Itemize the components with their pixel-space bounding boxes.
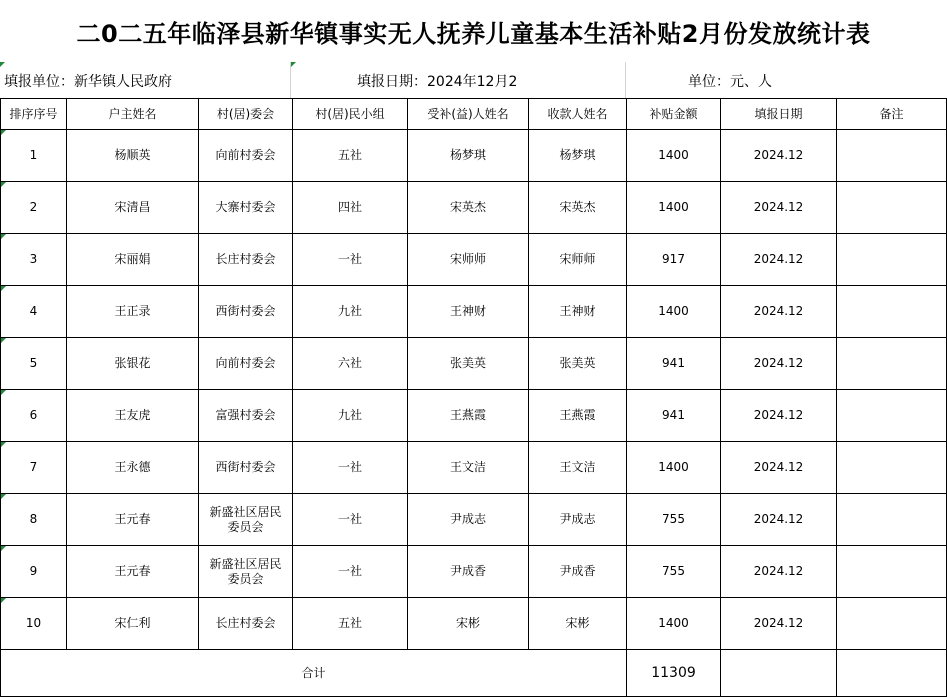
seq-cell[interactable]: [1, 130, 67, 182]
seq-value: 10: [25, 616, 42, 630]
seq-value: 9: [29, 564, 38, 578]
date-cell[interactable]: 2024.12: [721, 182, 837, 234]
head-name-cell[interactable]: 王正录: [67, 286, 199, 338]
amount-cell[interactable]: 941: [627, 390, 721, 442]
beneficiary-cell[interactable]: 张美英: [408, 338, 529, 390]
beneficiary-cell[interactable]: 尹成香: [408, 546, 529, 598]
table-row: [1, 442, 947, 494]
amount-cell[interactable]: 755: [627, 494, 721, 546]
cell-comment-marker: [1, 286, 6, 291]
cell-comment-marker: [1, 234, 6, 239]
group-cell[interactable]: 五社: [293, 130, 408, 182]
unit-measure-label: 单位：元、人: [688, 74, 772, 90]
village-cell[interactable]: 富强村委会: [199, 390, 293, 442]
beneficiary-cell[interactable]: 宋彬: [408, 598, 529, 650]
payee-cell[interactable]: 宋师师: [529, 234, 627, 286]
meta-row: [0, 62, 947, 98]
note-cell[interactable]: [837, 338, 947, 390]
table-row: [1, 286, 947, 338]
group-cell[interactable]: 五社: [293, 598, 408, 650]
seq-cell[interactable]: [1, 598, 67, 650]
payee-cell[interactable]: 王神财: [529, 286, 627, 338]
header-date[interactable]: 填报日期: [721, 99, 837, 130]
payee-cell[interactable]: 王文洁: [529, 442, 627, 494]
village-cell[interactable]: 新盛社区居民委员会: [199, 546, 293, 598]
total-label[interactable]: 合计: [1, 650, 627, 697]
table-row: [1, 598, 947, 650]
beneficiary-cell[interactable]: 王神财: [408, 286, 529, 338]
head-name-cell[interactable]: 王永德: [67, 442, 199, 494]
date-cell[interactable]: 2024.12: [721, 390, 837, 442]
payee-cell[interactable]: 宋彬: [529, 598, 627, 650]
cell-comment-marker: [1, 182, 6, 187]
payee-cell[interactable]: 王燕霞: [529, 390, 627, 442]
table-row: [1, 390, 947, 442]
village-cell[interactable]: 长庄村委会: [199, 234, 293, 286]
unit-label: 填报单位：新华镇人民政府: [4, 74, 172, 90]
seq-value: 1: [29, 148, 38, 162]
cell-gridline: [290, 62, 291, 98]
seq-value: 3: [29, 252, 38, 266]
total-amount[interactable]: 11309: [627, 650, 721, 697]
beneficiary-cell[interactable]: 杨梦琪: [408, 130, 529, 182]
cell-gridline: [625, 62, 626, 98]
cell-comment-marker: [1, 338, 6, 343]
cell-comment-marker: [1, 546, 6, 551]
amount-cell[interactable]: 1400: [627, 442, 721, 494]
amount-cell[interactable]: 755: [627, 546, 721, 598]
note-cell[interactable]: [837, 390, 947, 442]
cell-comment-marker: [1, 494, 6, 499]
seq-cell[interactable]: [1, 338, 67, 390]
cell-comment-marker: [1, 442, 6, 447]
village-cell[interactable]: 向前村委会: [199, 130, 293, 182]
group-cell[interactable]: 四社: [293, 182, 408, 234]
header-head-name[interactable]: 户主姓名: [67, 99, 199, 130]
seq-value: 4: [29, 304, 38, 318]
sheet-title: 二0二五年临泽县新华镇事实无人抚养儿童基本生活补贴2月份发放统计表: [76, 19, 871, 48]
head-name-cell[interactable]: 宋清昌: [67, 182, 199, 234]
date-cell[interactable]: 2024.12: [721, 130, 837, 182]
amount-cell[interactable]: 917: [627, 234, 721, 286]
date-cell[interactable]: 2024.12: [721, 234, 837, 286]
seq-cell[interactable]: [1, 234, 67, 286]
cell-comment-marker: [1, 130, 6, 135]
beneficiary-cell[interactable]: 宋英杰: [408, 182, 529, 234]
header-beneficiary[interactable]: 受补(益)人姓名: [408, 99, 529, 130]
header-group[interactable]: 村(居)民小组: [293, 99, 408, 130]
group-cell[interactable]: 一社: [293, 546, 408, 598]
seq-value: 5: [29, 356, 38, 370]
table-row: [1, 182, 947, 234]
cell-comment-marker: [0, 62, 5, 67]
header-amount[interactable]: 补贴金额: [627, 99, 721, 130]
head-name-cell[interactable]: 王元春: [67, 494, 199, 546]
cell-comment-marker: [291, 62, 296, 67]
note-cell[interactable]: [837, 442, 947, 494]
date-cell[interactable]: 2024.12: [721, 338, 837, 390]
seq-value: 8: [29, 512, 38, 526]
payee-cell[interactable]: 张美英: [529, 338, 627, 390]
village-cell[interactable]: 新盛社区居民委员会: [199, 494, 293, 546]
header-village[interactable]: 村(居)委会: [199, 99, 293, 130]
seq-value: 7: [29, 460, 38, 474]
cell-comment-marker: [1, 598, 6, 603]
amount-cell[interactable]: 941: [627, 338, 721, 390]
group-cell[interactable]: 一社: [293, 494, 408, 546]
header-note[interactable]: 备注: [837, 99, 947, 130]
total-row: [1, 650, 947, 697]
seq-cell[interactable]: [1, 286, 67, 338]
village-cell[interactable]: 大寨村委会: [199, 182, 293, 234]
amount-cell[interactable]: 1400: [627, 182, 721, 234]
beneficiary-cell[interactable]: 宋师师: [408, 234, 529, 286]
date-cell[interactable]: 2024.12: [721, 494, 837, 546]
table-row: [1, 546, 947, 598]
amount-cell[interactable]: 1400: [627, 130, 721, 182]
village-cell[interactable]: 长庄村委会: [199, 598, 293, 650]
date-cell[interactable]: 2024.12: [721, 286, 837, 338]
group-cell[interactable]: 九社: [293, 286, 408, 338]
note-cell[interactable]: [837, 598, 947, 650]
beneficiary-cell[interactable]: 王燕霞: [408, 390, 529, 442]
note-cell[interactable]: [837, 234, 947, 286]
note-cell[interactable]: [837, 130, 947, 182]
payee-cell[interactable]: 宋英杰: [529, 182, 627, 234]
cell-comment-marker: [1, 390, 6, 395]
beneficiary-cell[interactable]: 尹成志: [408, 494, 529, 546]
seq-cell[interactable]: [1, 442, 67, 494]
village-cell[interactable]: 向前村委会: [199, 338, 293, 390]
date-cell[interactable]: 2024.12: [721, 546, 837, 598]
total-date-cell[interactable]: [721, 650, 837, 697]
date-cell[interactable]: 2024.12: [721, 442, 837, 494]
amount-cell[interactable]: 1400: [627, 598, 721, 650]
village-cell[interactable]: 西街村委会: [199, 442, 293, 494]
seq-cell[interactable]: [1, 182, 67, 234]
note-cell[interactable]: [837, 494, 947, 546]
table-row: [1, 130, 947, 182]
head-name-cell[interactable]: 宋仁利: [67, 598, 199, 650]
beneficiary-cell[interactable]: 王文洁: [408, 442, 529, 494]
head-name-cell[interactable]: 王元春: [67, 546, 199, 598]
note-cell[interactable]: [837, 286, 947, 338]
seq-cell[interactable]: [1, 390, 67, 442]
seq-cell[interactable]: [1, 494, 67, 546]
payee-cell[interactable]: 杨梦琪: [529, 130, 627, 182]
seq-cell[interactable]: [1, 546, 67, 598]
group-cell[interactable]: 一社: [293, 234, 408, 286]
amount-cell[interactable]: 1400: [627, 286, 721, 338]
payee-cell[interactable]: 尹成志: [529, 494, 627, 546]
total-note-cell[interactable]: [837, 650, 947, 697]
group-cell[interactable]: 九社: [293, 390, 408, 442]
village-cell[interactable]: 西街村委会: [199, 286, 293, 338]
header-row: [1, 99, 947, 130]
seq-value: 6: [29, 408, 38, 422]
head-name-cell[interactable]: 宋丽娟: [67, 234, 199, 286]
payee-cell[interactable]: 尹成香: [529, 546, 627, 598]
group-cell[interactable]: 六社: [293, 338, 408, 390]
head-name-cell[interactable]: 王友虎: [67, 390, 199, 442]
subsidy-table: [0, 98, 947, 697]
head-name-cell[interactable]: 杨顺英: [67, 130, 199, 182]
seq-value: 2: [29, 200, 38, 214]
date-label: 填报日期：2024年12月2: [357, 74, 518, 90]
note-cell[interactable]: [837, 546, 947, 598]
table-row: [1, 494, 947, 546]
head-name-cell[interactable]: 张银花: [67, 338, 199, 390]
group-cell[interactable]: 一社: [293, 442, 408, 494]
table-row: [1, 338, 947, 390]
note-cell[interactable]: [837, 182, 947, 234]
table-row: [1, 234, 947, 286]
header-seq[interactable]: 排序序号: [1, 99, 67, 130]
date-cell[interactable]: 2024.12: [721, 598, 837, 650]
header-payee[interactable]: 收款人姓名: [529, 99, 627, 130]
